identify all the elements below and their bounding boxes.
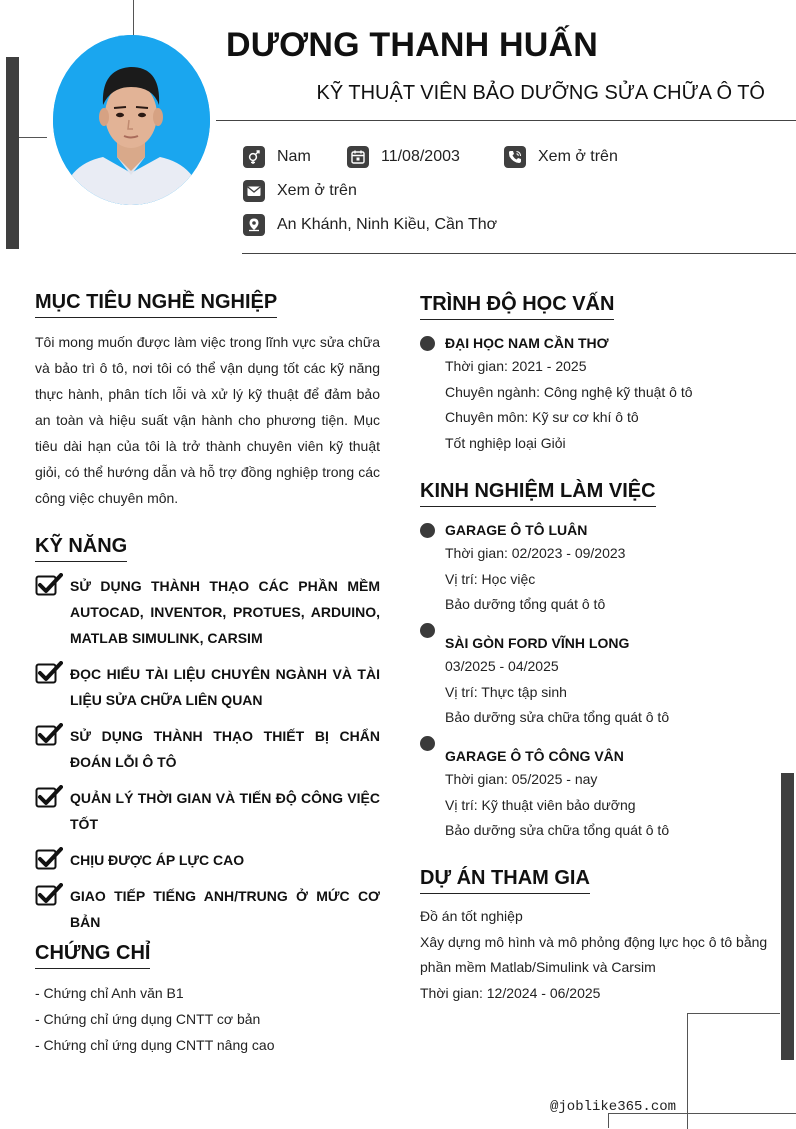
project-line: Xây dựng mô hình và mô phỏng động lực học ô tô bằng phần mềm Matlab/Simulink và Carsim	[420, 933, 768, 975]
experience-entry	[420, 619, 780, 731]
experience-line: Bảo dưỡng sửa chữa tổng quát ô tô	[445, 709, 670, 725]
phone-icon	[504, 146, 526, 168]
bullet-dot	[420, 736, 435, 751]
experience-entry	[420, 519, 780, 618]
experience-line: Bảo dưỡng tổng quát ô tô	[445, 596, 606, 612]
skill-item	[35, 573, 380, 651]
certificates-section	[35, 942, 150, 969]
project-line: Thời gian: 12/2024 - 06/2025	[420, 984, 601, 1001]
education-section	[420, 293, 614, 320]
birthdate-value: 11/08/2003	[381, 148, 460, 165]
experience-section	[420, 480, 656, 507]
company-name: SÀI GÒN FORD VĨNH LONG	[445, 635, 630, 651]
objective-heading: MỤC TIÊU NGHỀ NGHIỆP	[35, 291, 277, 318]
education-line: Thời gian: 2021 - 2025	[445, 358, 587, 374]
checkbox-checked-icon	[35, 661, 63, 685]
phone-value: Xem ở trên	[538, 148, 618, 165]
experience-line: Thời gian: 02/2023 - 09/2023	[445, 545, 626, 561]
gender-value: Nam	[277, 148, 311, 165]
projects-section	[420, 867, 590, 894]
gender-icon	[243, 146, 265, 168]
experience-line: Vị trí: Học việc	[445, 570, 536, 587]
skills-section	[35, 535, 127, 562]
objective-section	[35, 291, 277, 318]
experience-line: Bảo dưỡng sửa chữa tổng quát ô tô	[445, 822, 670, 838]
birthdate-info	[347, 146, 460, 168]
decorative-corner-box	[687, 1013, 780, 1129]
bullet-dot	[420, 623, 435, 638]
experience-heading: KINH NGHIỆM LÀM VIỆC	[420, 480, 656, 507]
decorative-line	[19, 137, 47, 138]
decorative-bar-right	[781, 773, 794, 1060]
address-info	[243, 214, 497, 236]
checkbox-checked-icon	[35, 573, 63, 597]
education-line: Tốt nghiệp loại Giỏi	[445, 434, 566, 451]
projects-heading: DỰ ÁN THAM GIA	[420, 867, 590, 894]
certificate-item: - Chứng chỉ ứng dụng CNTT cơ bản	[35, 1011, 261, 1027]
skill-item	[35, 785, 380, 837]
skill-text: SỬ DỤNG THÀNH THẠO THIẾT BỊ CHẨN ĐOÁN LỖI Ô TÔ	[70, 728, 380, 770]
profile-photo	[53, 35, 210, 205]
envelope-icon	[243, 180, 265, 202]
candidate-name: DƯƠNG THANH HUẤN	[226, 26, 599, 64]
job-title: KỸ THUẬT VIÊN BẢO DƯỠNG SỬA CHỮA Ô TÔ	[316, 82, 765, 104]
skill-text: GIAO TIẾP TIẾNG ANH/TRUNG Ở MỨC CƠ BẢN	[70, 888, 380, 930]
skill-item	[35, 847, 380, 873]
projects-body	[420, 904, 770, 1006]
watermark: @joblike365.com	[550, 1099, 677, 1115]
company-name: GARAGE Ô TÔ LUÂN	[445, 522, 588, 538]
certificates-heading: CHỨNG CHỈ	[35, 942, 150, 969]
experience-line: 03/2025 - 04/2025	[445, 658, 559, 674]
checkbox-checked-icon	[35, 847, 63, 871]
skill-item	[35, 723, 380, 775]
education-entry	[420, 332, 780, 456]
project-line: Đồ án tốt nghiệp	[420, 908, 523, 924]
bullet-dot	[420, 336, 435, 351]
company-name: GARAGE Ô TÔ CÔNG VÂN	[445, 748, 624, 764]
decorative-line	[608, 1113, 609, 1128]
skill-text: CHỊU ĐƯỢC ÁP LỰC CAO	[70, 852, 245, 868]
experience-line: Thời gian: 05/2025 - nay	[445, 771, 598, 787]
skill-text: ĐỌC HIỂU TÀI LIỆU CHUYÊN NGÀNH VÀ TÀI LIỆU SỬA CHỮA LIÊN QUAN	[70, 666, 380, 708]
experience-line: Vị trí: Thực tập sinh	[445, 683, 567, 700]
email-info	[243, 180, 357, 202]
education-heading: TRÌNH ĐỘ HỌC VẤN	[420, 293, 614, 320]
decorative-line	[133, 0, 134, 38]
bullet-dot	[420, 523, 435, 538]
skill-item	[35, 883, 380, 935]
gender-info	[243, 146, 311, 168]
address-value: An Khánh, Ninh Kiều, Cần Thơ	[277, 216, 498, 233]
map-pin-icon	[243, 214, 265, 236]
experience-line: Vị trí: Kỹ thuật viên bảo dưỡng	[445, 796, 636, 813]
calendar-icon	[347, 146, 369, 168]
education-line: Chuyên ngành: Công nghệ kỹ thuật ô tô	[445, 383, 693, 400]
skill-item	[35, 661, 380, 713]
skills-heading: KỸ NĂNG	[35, 535, 127, 562]
phone-info	[504, 146, 618, 168]
checkbox-checked-icon	[35, 723, 63, 747]
divider	[242, 253, 796, 254]
certificates-list	[35, 980, 275, 1058]
certificate-item: - Chứng chỉ Anh văn B1	[35, 985, 184, 1001]
experience-entry	[420, 732, 780, 844]
education-line: Chuyên môn: Kỹ sư cơ khí ô tô	[445, 409, 639, 425]
skill-text: QUẢN LÝ THỜI GIAN VÀ TIẾN ĐỘ CÔNG VIỆC TỐT	[70, 790, 380, 832]
skill-text: SỬ DỤNG THÀNH THẠO CÁC PHẦN MỀM AUTOCAD, INVENTOR, PROTUES, ARDUINO, MATLAB SIMULINK, CARSIM	[70, 578, 380, 646]
divider	[216, 120, 796, 121]
checkbox-checked-icon	[35, 883, 63, 907]
school-name: ĐẠI HỌC NAM CẦN THƠ	[445, 335, 609, 351]
certificate-item: - Chứng chỉ ứng dụng CNTT nâng cao	[35, 1037, 275, 1053]
checkbox-checked-icon	[35, 785, 63, 809]
email-value: Xem ở trên	[277, 182, 357, 199]
decorative-bar-left	[6, 57, 19, 249]
objective-text: Tôi mong muốn được làm việc trong lĩnh vực sửa chữa và bảo trì ô tô, nơi tôi có thể vận dụng tốt các kỹ năng thực hành, phân tích lỗi và xử lý kỹ thuật để đảm bảo an toàn và hiệu suất vận hành cho phương tiện. Mục tiêu dài hạn của tôi là trở thành chuyên viên kỹ thuật giỏi, có thể hướng dẫn và hỗ trợ đồng nghiệp trong các công việc chuyên môn.	[35, 334, 380, 506]
